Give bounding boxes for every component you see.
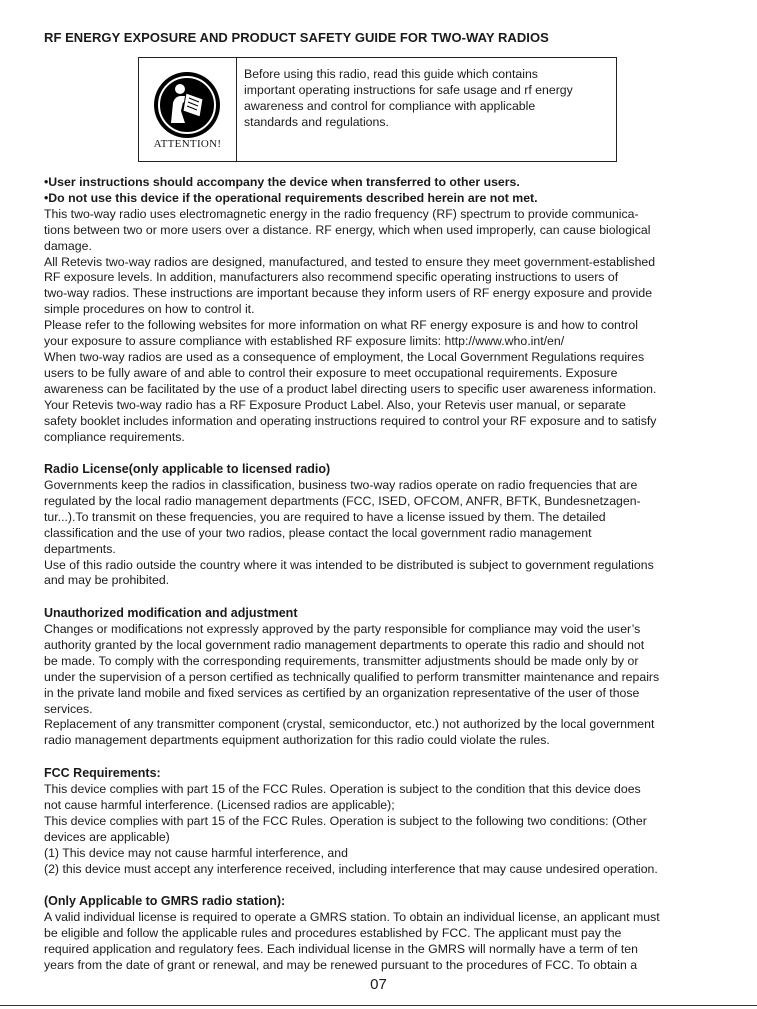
body-line: damage.: [44, 238, 92, 253]
body-line: be made. To comply with the corresponding requirements, transmitter adjustments should be made only by or: [44, 653, 639, 668]
body-line: (2) this device must accept any interference received, including interference that may cause undesired operation.: [44, 861, 658, 876]
body-line: safety booklet includes information and operating instructions required to control your RF exposure and to satisfy: [44, 413, 657, 428]
body-line: your exposure to assure compliance with established RF exposure limits: http://www.who.int/en/: [44, 334, 565, 349]
body-line: required application and regulatory fees. Each individual license in the GMRS will normally have a term of ten: [44, 941, 638, 956]
body-line: All Retevis two-way radios are designed, manufactured, and tested to ensure they meet government-established: [44, 254, 656, 269]
page-number: 07: [370, 976, 387, 993]
body-line: Your Retevis two-way radio has a RF Exposure Product Label. Also, your Retevis user manual, or separate: [44, 397, 626, 412]
body-line: services.: [44, 701, 93, 716]
footer-rule: [0, 1005, 757, 1006]
body-line: in the private land mobile and fixed services as certified by an organization representative of the user of those: [44, 685, 640, 700]
body-line: not cause harmful interference. (Licensed radios are applicable);: [44, 797, 395, 812]
body-line: tur...).To transmit on these frequencies, you are required to have a license issued by them. The detailed: [44, 509, 606, 524]
body-line: classification and the use of your two radios, please contact the local government radio management: [44, 525, 592, 540]
gmrs-heading: (Only Applicable to GMRS radio station):: [44, 894, 286, 908]
body-line: Governments keep the radios in classification, business two-way radios operate on radio frequencies that are: [44, 478, 638, 492]
notice-text: [244, 66, 604, 130]
body-line: awareness can be facilitated by the use of a product label directing users to specific user awareness information.: [44, 381, 657, 396]
unauthorized-heading: Unauthorized modification and adjustment: [44, 606, 298, 620]
intro-section: [44, 175, 719, 445]
body-line: and may be prohibited.: [44, 573, 170, 588]
intro-bold-line: •Do not use this device if the operational requirements described herein are not met.: [44, 190, 538, 205]
gmrs-section: [44, 910, 719, 974]
radio-license-section: [44, 478, 719, 589]
body-line: devices are applicable): [44, 829, 170, 844]
body-line: RF exposure levels. In addition, manufacturers also recommend specific operating instructions to users of: [44, 270, 619, 285]
body-line: under the supervision of a person certified as technically qualified to perform transmitter maintenance and repairs: [44, 669, 660, 684]
body-line: Use of this radio outside the country where it was intended to be distributed is subject to government regulations: [44, 557, 654, 572]
notice-line: awareness and control for compliance with applicable: [244, 99, 536, 113]
read-manual-icon: [153, 71, 221, 139]
body-line: This two-way radio uses electromagnetic energy in the radio frequency (RF) spectrum to provide communica-: [44, 206, 639, 221]
notice-line: Before using this radio, read this guide which contains: [244, 67, 538, 81]
body-line: departments.: [44, 541, 116, 556]
body-line: years from the date of grant or renewal, and may be renewed pursuant to the procedures of FCC. To obtain a: [44, 957, 638, 972]
body-line: two-way radios. These instructions are important because they inform users of RF energy exposure and provide: [44, 286, 653, 301]
fcc-section: [44, 782, 719, 877]
body-line: be eligible and follow the applicable rules and procedures established by FCC. The applicant must pay the: [44, 925, 622, 940]
fcc-heading: FCC Requirements:: [44, 766, 161, 780]
body-line: A valid individual license is required to operate a GMRS station. To obtain an individual license, an applicant must: [44, 910, 660, 924]
body-line: regulated by the local radio management departments (FCC, ISED, OFCOM, ANFR, BFTK, Bundesnetzagen-: [44, 493, 641, 508]
attention-caption: ATTENTION!: [153, 138, 222, 150]
body-line: This device complies with part 15 of the FCC Rules. Operation is subject to the condition that this device does: [44, 782, 641, 796]
body-line: (1) This device may not cause harmful interference, and: [44, 845, 348, 860]
attention-icon-cell: [139, 58, 237, 161]
body-line: Changes or modifications not expressly approved by the party responsible for compliance may void the user’s: [44, 622, 641, 636]
document-title: RF ENERGY EXPOSURE AND PRODUCT SAFETY GUIDE FOR TWO-WAY RADIOS: [44, 30, 549, 45]
body-line: radio management departments equipment authorization for this radio could violate the rules.: [44, 733, 550, 748]
body-line: simple procedures on how to control it.: [44, 302, 255, 317]
body-line: compliance requirements.: [44, 429, 185, 444]
body-line: Replacement of any transmitter component (crystal, semiconductor, etc.) not authorized by the local government: [44, 717, 655, 732]
body-line: When two-way radios are used as a consequence of employment, the Local Government Regulations requires: [44, 349, 645, 364]
intro-bold-line: •User instructions should accompany the device when transferred to other users.: [44, 175, 520, 189]
body-line: users to be fully aware of and able to control their exposure to meet occupational requirements. Exposure: [44, 365, 618, 380]
body-line: Please refer to the following websites for more information on what RF energy exposure is and how to control: [44, 318, 638, 333]
body-line: tions between two or more users over a distance. RF energy, which when used improperly, can cause biological: [44, 222, 651, 237]
attention-notice-box: [138, 57, 617, 162]
unauthorized-section: [44, 622, 719, 749]
notice-line: important operating instructions for safe usage and rf energy: [244, 83, 573, 97]
body-line: This device complies with part 15 of the FCC Rules. Operation is subject to the following two conditions: (Other: [44, 813, 647, 828]
radio-license-heading: Radio License(only applicable to licensed radio): [44, 462, 331, 476]
notice-line: standards and regulations.: [244, 115, 389, 129]
body-line: authority granted by the local government radio management departments to operate this radio and should not: [44, 637, 645, 652]
